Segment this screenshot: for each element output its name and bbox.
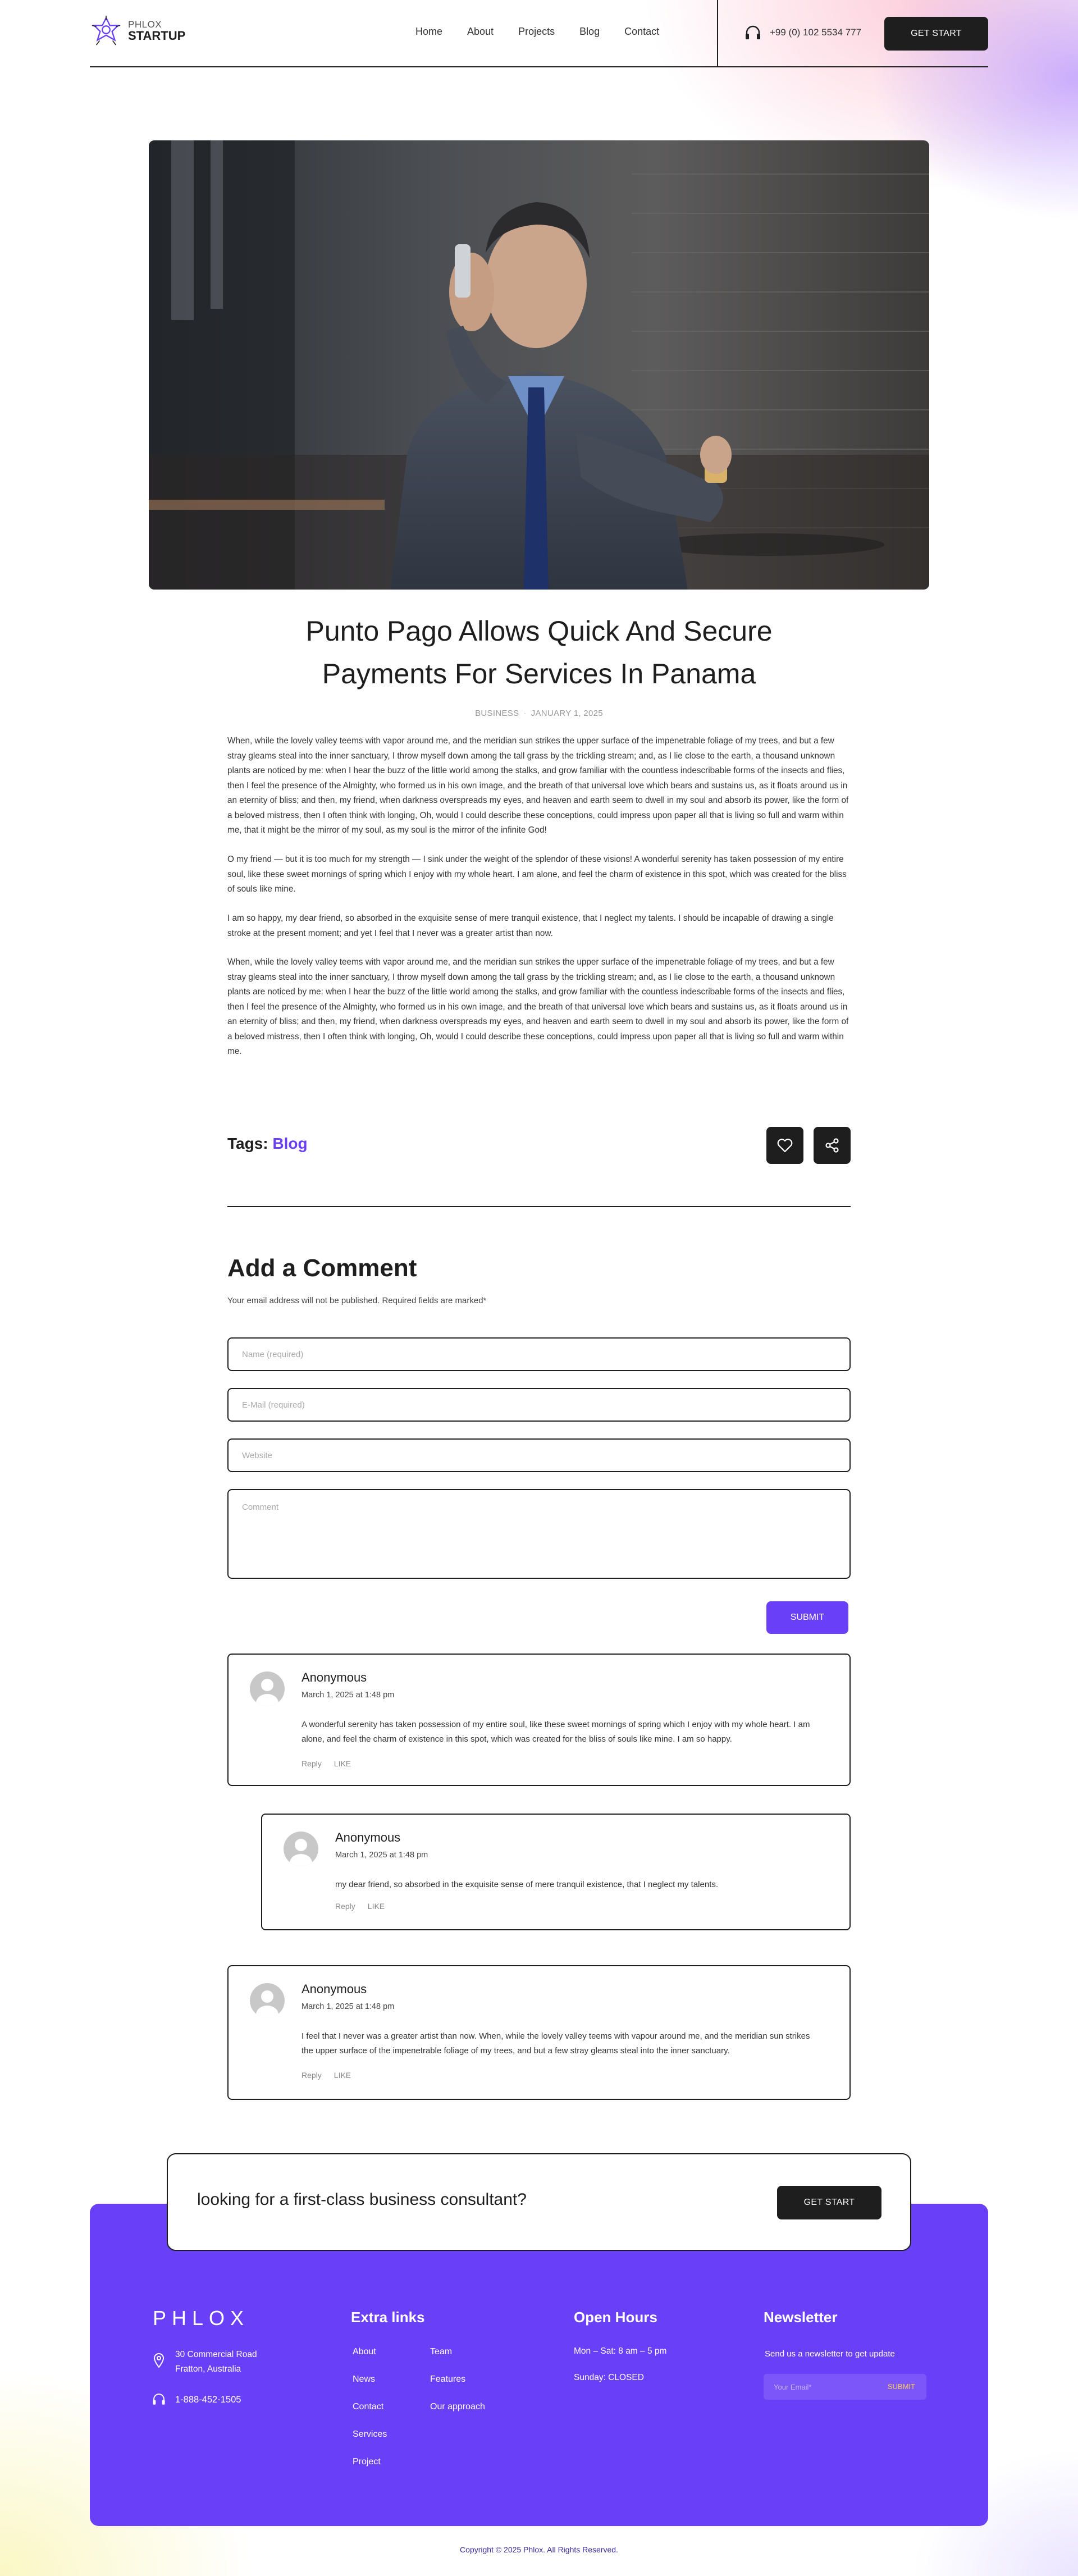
comment-like-link[interactable]: LIKE (334, 2071, 351, 2080)
nav-item-contact[interactable]: Contact (624, 26, 660, 37)
footer-link-project[interactable]: Project (353, 2457, 381, 2467)
tags-label: Tags: (227, 1135, 268, 1152)
header-get-start-button[interactable]: GET START (884, 17, 988, 51)
comment-like-link[interactable]: LIKE (334, 1759, 351, 1768)
comment-reply-link[interactable]: Reply (302, 2071, 322, 2080)
comment-card-reply (261, 1814, 851, 1930)
footer-address-line-2: Fratton, Australia (175, 2364, 241, 2374)
tag-link[interactable]: Blog (272, 1135, 308, 1152)
comment-date: March 1, 2025 at 1:48 pm (335, 1851, 428, 1860)
comment-like-link[interactable]: LIKE (367, 1902, 385, 1911)
comment-reply-link[interactable]: Reply (335, 1902, 355, 1911)
footer-link-our-approach[interactable]: Our approach (430, 2402, 485, 2411)
comment-author: Anonymous (335, 1830, 401, 1844)
brand-logo[interactable] (90, 15, 185, 47)
comment-reply-link[interactable]: Reply (302, 1759, 322, 1768)
footer-link-contact[interactable]: Contact (353, 2402, 384, 2411)
post-tags (227, 1135, 308, 1153)
nav-item-home[interactable]: Home (415, 26, 443, 37)
newsletter-title: Newsletter (764, 2309, 838, 2326)
post-paragraph: O my friend — but it is too much for my strength — I sink under the weight of the splendor of these visions! A wonderful serenity has taken possession of my entire soul, like these sweet mornings of spring which I enjoy with my whole heart. I am alone, and feel the charm of existence in this spot, which was created for the bliss of souls like mine. (227, 855, 847, 894)
avatar (284, 1831, 318, 1866)
post-category[interactable]: BUSINESS (475, 709, 519, 718)
cta-banner (167, 2153, 911, 2251)
cta-text: looking for a first-class business consultant? (197, 2190, 527, 2209)
header-phone-number: +99 (0) 102 5534 777 (770, 27, 862, 38)
heart-icon (776, 1136, 794, 1154)
headphones-icon (744, 24, 762, 42)
comment-author: Anonymous (302, 1982, 367, 1996)
post-paragraph: I am so happy, my dear friend, so absorbed in the exquisite sense of mere tranquil existence, that I neglect my talents. I should be incapable of drawing a single stroke at the present moment; and yet I feel that I never was a greater artist than now. (227, 914, 834, 938)
comment-actions (302, 2071, 351, 2080)
comment-textarea[interactable] (227, 1489, 851, 1579)
open-hours-weekdays: Mon – Sat: 8 am – 5 pm (574, 2346, 667, 2356)
header-divider (717, 0, 718, 67)
footer-link-team[interactable]: Team (430, 2347, 453, 2356)
avatar (250, 1983, 285, 2018)
section-divider (227, 1206, 851, 1207)
newsletter-submit-button[interactable]: SUBMIT (887, 2382, 915, 2391)
comment-text: I feel that I never was a greater artist than now. When, while the lovely valley teems with vapour around me, and the meridian sun strikes the upper surface of the impenetrable foliage of my trees, and but a few stray gleams steal into the inner sanctuary. (302, 2031, 810, 2056)
comment-author: Anonymous (302, 1670, 367, 1684)
open-hours-title: Open Hours (574, 2309, 657, 2326)
comment-actions (302, 1759, 351, 1768)
website-input[interactable] (227, 1438, 851, 1472)
post-date: JANUARY 1, 2025 (531, 709, 603, 718)
submit-comment-button[interactable]: SUBMIT (766, 1601, 848, 1634)
footer-link-about[interactable]: About (353, 2347, 376, 2356)
main-nav (415, 26, 659, 38)
comment-card (227, 1965, 851, 2100)
comment-text: my dear friend, so absorbed in the exquisite sense of mere tranquil existence, that I neglect my talents. (335, 1880, 719, 1889)
comment-form-note: Your email address will not be published. Required fields are marked* (227, 1296, 487, 1305)
comment-actions (335, 1902, 385, 1911)
post-title (225, 610, 853, 695)
comment-card (227, 1654, 851, 1786)
share-icon (823, 1136, 841, 1154)
footer-phone[interactable]: 1-888-452-1505 (175, 2395, 241, 2405)
footer-logo[interactable]: PHLOX (153, 2306, 250, 2330)
copyright: Copyright © 2025 Phlox. All Rights Reserved. (460, 2545, 618, 2554)
post-paragraph: When, while the lovely valley teems with vapor around me, and the meridian sun strikes the upper surface of the impenetrable foliage of my trees, and but a few stray gleams steal into the inner sanctuary, I throw myself down among the tall grass by the trickling stream; and, as I lie close to the earth, a thousand unknown plants are noticed by me: when I hear the buzz of the little world among the stalks, and grow familiar with the countless indescribable forms of the insects and flies, then I feel the presence of the Almighty, who formed us in his own image, and the breath of that universal love which bears and sustains us, as it floats around us in an eternity of bliss; and then, my friend, when darkness overspreads my eyes, and heaven and earth seem to dwell in my soul and absorb its power, like the form of a beloved mistress, then I often think with longing, Oh, would I could describe these conceptions, could impress upon paper all that is living so full and warm within me. (227, 957, 849, 1056)
nav-item-projects[interactable]: Projects (518, 26, 555, 37)
post-paragraph: When, while the lovely valley teems with vapor around me, and the meridian sun strikes the upper surface of the impenetrable foliage of my trees, and but a few stray gleams steal into the inner sanctuary, I throw myself down among the tall grass by the trickling stream; and, as I lie close to the earth, a thousand unknown plants are noticed by me: when I hear the buzz of the little world among the stalks, and grow familiar with the countless indescribable forms of the insects and flies, then I feel the presence of the Almighty, who formed us in his own image, and the breath of that universal love which bears and sustains us, as it floats around us in an eternity of bliss; and then, my friend, when darkness overspreads my eyes, and heaven and earth seem to dwell in my soul and absorb its power, like the form of a beloved mistress, then I often think with longing, Oh, would I could describe these conceptions, could impress upon paper all that is living so full and warm within me, that it might be the mirror of my soul, as my soul is the mirror of the infinite God! (227, 736, 849, 835)
footer-link-news[interactable]: News (353, 2374, 376, 2384)
header-phone[interactable] (744, 24, 861, 42)
avatar-placeholder-icon (250, 1983, 285, 2018)
location-pin-icon (153, 2353, 165, 2368)
like-post-button[interactable] (766, 1127, 803, 1164)
avatar (250, 1671, 285, 1706)
logo-flower-icon (90, 15, 122, 47)
footer-link-features[interactable]: Features (430, 2374, 466, 2384)
share-post-button[interactable] (814, 1127, 851, 1164)
avatar-placeholder-icon (250, 1671, 285, 1706)
post-meta: BUSINESS · JANUARY 1, 2025 (475, 709, 603, 718)
logo-bottom-text: STARTUP (128, 29, 186, 43)
comment-date: March 1, 2025 at 1:48 pm (302, 1691, 395, 1700)
nav-item-blog[interactable]: Blog (579, 26, 600, 37)
avatar-placeholder-icon (284, 1831, 318, 1866)
extra-links-title: Extra links (351, 2309, 425, 2326)
post-title-line-2: Payments For Services In Panama (322, 658, 756, 689)
post-hero-image (149, 140, 929, 590)
newsletter-text: Send us a newsletter to get update (765, 2349, 895, 2359)
cta-get-start-button[interactable]: GET START (777, 2186, 881, 2219)
email-input[interactable] (227, 1388, 851, 1422)
post-title-line-1: Punto Pago Allows Quick And Secure (305, 615, 773, 647)
newsletter-form (764, 2374, 926, 2400)
comment-form-heading: Add a Comment (227, 1254, 417, 1282)
logo-top-text: PHLOX (128, 19, 162, 30)
comment-date: March 1, 2025 at 1:48 pm (302, 2002, 395, 2011)
comment-text: A wonderful serenity has taken possession of my entire soul, like these sweet mornings of spring which I enjoy with my whole heart. I am alone, and feel the charm of existence in this spot, which was created for the bliss of souls like mine. I am so happy. (302, 1720, 810, 1744)
newsletter-email-input[interactable] (764, 2374, 876, 2400)
footer-address-line-1: 30 Commercial Road (175, 2350, 257, 2359)
footer-address (175, 2347, 257, 2377)
site-header (90, 0, 988, 67)
nav-item-about[interactable]: About (467, 26, 494, 37)
open-hours-sunday: Sunday: CLOSED (574, 2373, 644, 2382)
headphones-icon (152, 2392, 166, 2406)
footer-link-services[interactable]: Services (353, 2429, 387, 2439)
name-input[interactable] (227, 1337, 851, 1371)
